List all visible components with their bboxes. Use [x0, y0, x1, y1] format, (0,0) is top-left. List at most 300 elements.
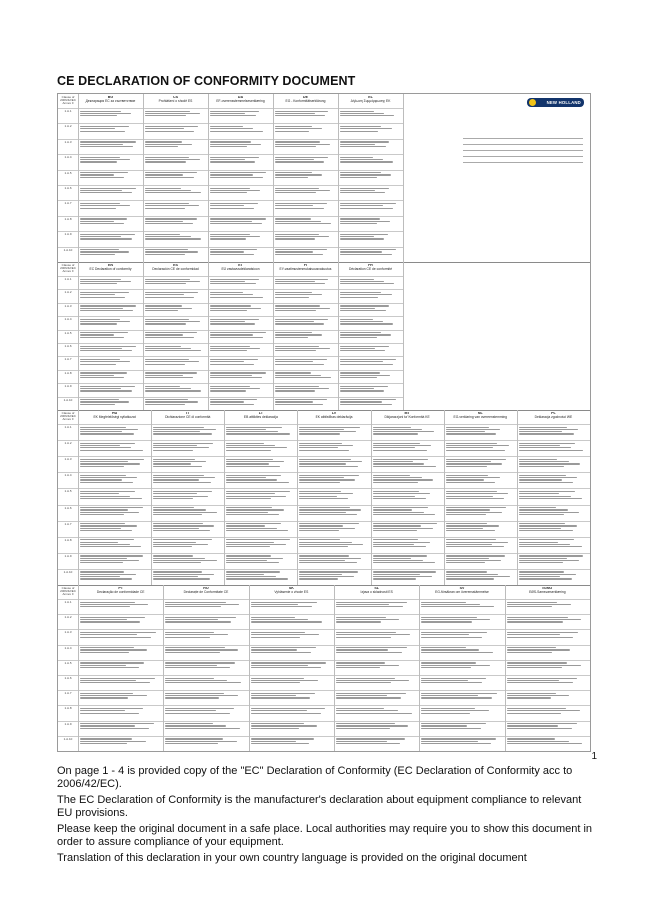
table-cell	[80, 722, 160, 735]
table-cell	[80, 677, 160, 690]
table-cell	[145, 233, 205, 246]
table-cell	[251, 677, 331, 690]
table-cell	[145, 187, 205, 200]
page-number: 1	[591, 751, 597, 762]
table-cell	[226, 538, 294, 552]
column-header: IS/NO EØS-Samsvarserklæring	[529, 587, 566, 594]
column-header: ES Declaración CE de conformidad	[152, 264, 199, 271]
row-label: Clause of 2006/42/EC Annex II	[60, 586, 76, 597]
column-header: DA EF-overensstemmelseserklæring	[216, 96, 265, 103]
table-cell	[210, 318, 270, 329]
table-cell	[519, 426, 587, 440]
table-cell	[80, 371, 140, 382]
table-cell	[145, 358, 205, 369]
table-cell	[210, 304, 270, 315]
table-cell	[275, 202, 335, 215]
table-cell	[80, 631, 160, 644]
table-cell	[80, 646, 160, 659]
table-cell	[340, 202, 400, 215]
table-cell	[507, 631, 587, 644]
table-cell	[80, 474, 148, 488]
table-cell	[80, 217, 140, 230]
table-cell	[340, 291, 400, 302]
row-label: 1.A.2	[64, 124, 72, 129]
table-cell	[251, 646, 331, 659]
row-label: Clause of 2006/42/EC Annex II	[60, 95, 76, 106]
table-cell	[251, 616, 331, 629]
table-cell	[80, 125, 140, 138]
column-header: FI EY-vaatimustenmukaisuusvakuutus	[279, 264, 332, 271]
table-cell	[210, 331, 270, 342]
table-cell	[210, 156, 270, 169]
column-header: RO Declarație de Conformitate CE	[183, 587, 229, 594]
row-label: 1.A.2	[64, 290, 72, 295]
row-label: 1.A.10	[63, 736, 73, 741]
row-label: 1.A.8	[64, 370, 72, 375]
table-cell	[80, 345, 140, 356]
row-label: 1.A.3	[64, 457, 72, 462]
table-cell	[299, 474, 367, 488]
table-cell	[275, 187, 335, 200]
column-header: LT EB atitikties deklaracija	[243, 412, 278, 419]
declaration-block	[58, 262, 590, 410]
table-cell	[275, 331, 335, 342]
table-cell	[226, 490, 294, 504]
table-cell	[340, 385, 400, 396]
table-cell	[340, 331, 400, 342]
table-cell	[421, 692, 501, 705]
table-cell	[421, 646, 501, 659]
table-cell	[507, 707, 587, 720]
table-cell	[251, 722, 331, 735]
row-label: 1.A.7	[64, 521, 72, 526]
table-cell	[251, 737, 331, 750]
table-cell	[340, 248, 400, 261]
table-cell	[275, 398, 335, 409]
table-cell	[299, 442, 367, 456]
table-cell	[210, 171, 270, 184]
table-cell	[340, 156, 400, 169]
table-cell	[80, 248, 140, 261]
table-cell	[165, 677, 245, 690]
row-label: 1.A.4	[64, 155, 72, 160]
table-cell	[153, 570, 221, 584]
table-cell	[145, 156, 205, 169]
table-cell	[226, 506, 294, 520]
table-cell	[165, 692, 245, 705]
table-cell	[340, 371, 400, 382]
table-cell	[80, 187, 140, 200]
table-cell	[299, 522, 367, 536]
row-label: 1.A.8	[64, 706, 72, 711]
table-cell	[299, 426, 367, 440]
table-cell	[210, 140, 270, 153]
table-cell	[373, 570, 441, 584]
table-cell	[336, 692, 416, 705]
table-cell	[446, 426, 514, 440]
row-label: 1.A.3	[64, 630, 72, 635]
table-cell	[275, 156, 335, 169]
table-cell	[80, 692, 160, 705]
table-cell	[340, 398, 400, 409]
table-cell	[373, 490, 441, 504]
table-cell	[373, 554, 441, 568]
table-cell	[80, 442, 148, 456]
table-cell	[145, 371, 205, 382]
table-cell	[210, 345, 270, 356]
table-cell	[80, 110, 140, 123]
column-header: SV EG-försäkran om överensstämmelse	[435, 587, 489, 594]
row-label: 1.A.2	[64, 441, 72, 446]
table-cell	[507, 677, 587, 690]
declaration-scan	[57, 93, 591, 752]
column-header: MT Dikjarazzjoni ta' Konformità KE	[384, 412, 430, 419]
table-cell	[210, 398, 270, 409]
table-cell	[507, 646, 587, 659]
table-cell	[446, 538, 514, 552]
table-cell	[80, 385, 140, 396]
row-label: 1.A.8	[64, 216, 72, 221]
table-cell	[153, 426, 221, 440]
column-header: ET EÜ vastavusdeklaratsioon	[221, 264, 260, 271]
table-cell	[145, 398, 205, 409]
column-header: PL Deklaracja zgodności WE	[534, 412, 573, 419]
table-cell	[165, 631, 245, 644]
table-cell	[275, 318, 335, 329]
table-cell	[519, 442, 587, 456]
row-label: 1.A.9	[64, 384, 72, 389]
table-cell	[145, 248, 205, 261]
table-cell	[275, 140, 335, 153]
table-cell	[153, 522, 221, 536]
table-cell	[80, 616, 160, 629]
table-cell	[80, 202, 140, 215]
table-cell	[80, 570, 148, 584]
table-cell	[446, 570, 514, 584]
table-cell	[80, 707, 160, 720]
table-cell	[80, 304, 140, 315]
row-label: 1.A.1	[64, 109, 72, 113]
table-cell	[80, 140, 140, 153]
table-cell	[507, 661, 587, 674]
row-label: 1.A.5	[64, 330, 72, 335]
declaration-block	[58, 410, 590, 585]
row-label: 1.A.9	[64, 553, 72, 558]
row-label: 1.A.8	[64, 537, 72, 542]
table-cell	[446, 458, 514, 472]
table-cell	[210, 187, 270, 200]
page-title: CE DECLARATION OF CONFORMITY DOCUMENT	[57, 74, 356, 88]
table-cell	[336, 631, 416, 644]
table-cell	[336, 707, 416, 720]
table-cell	[373, 442, 441, 456]
row-label: Clause of 2006/42/EC Annex II	[60, 411, 76, 422]
table-cell	[251, 661, 331, 674]
table-cell	[80, 291, 140, 302]
table-cell	[340, 140, 400, 153]
table-cell	[145, 278, 205, 289]
table-cell	[507, 601, 587, 614]
table-cell	[80, 554, 148, 568]
table-cell	[275, 171, 335, 184]
table-cell	[145, 125, 205, 138]
table-cell	[421, 616, 501, 629]
table-cell	[373, 538, 441, 552]
table-cell	[507, 722, 587, 735]
table-cell	[153, 458, 221, 472]
table-cell	[153, 538, 221, 552]
table-cell	[275, 291, 335, 302]
table-cell	[519, 538, 587, 552]
table-cell	[210, 217, 270, 230]
table-cell	[153, 442, 221, 456]
table-cell	[275, 385, 335, 396]
table-cell	[336, 616, 416, 629]
table-cell	[519, 474, 587, 488]
table-cell	[373, 426, 441, 440]
column-header: SL Izjava o skladnosti ES	[360, 587, 393, 594]
note-declaration-meaning: The EC Declaration of Conformity is the manufacturer's declaration about equipment compliance to relevant EU provisions.	[57, 794, 582, 819]
table-cell	[251, 707, 331, 720]
table-cell	[210, 110, 270, 123]
table-cell	[275, 278, 335, 289]
table-cell	[299, 458, 367, 472]
table-cell	[145, 304, 205, 315]
table-cell	[275, 345, 335, 356]
declaration-block	[58, 94, 590, 262]
table-cell	[275, 233, 335, 246]
table-cell	[226, 442, 294, 456]
table-cell	[80, 522, 148, 536]
column-header: BG Декларация ЕС за съответствие	[85, 96, 136, 103]
table-cell	[507, 737, 587, 750]
table-cell	[519, 570, 587, 584]
table-cell	[145, 140, 205, 153]
table-cell	[210, 358, 270, 369]
table-cell	[80, 490, 148, 504]
table-cell	[165, 616, 245, 629]
table-cell	[275, 125, 335, 138]
table-cell	[340, 278, 400, 289]
table-cell	[145, 291, 205, 302]
row-label: 1.A.6	[64, 505, 72, 510]
table-cell	[446, 474, 514, 488]
table-cell	[336, 722, 416, 735]
table-cell	[210, 248, 270, 261]
table-cell	[275, 248, 335, 261]
row-label: 1.A.7	[64, 691, 72, 696]
notes	[57, 765, 597, 868]
table-cell	[80, 426, 148, 440]
table-cell	[446, 522, 514, 536]
table-cell	[446, 506, 514, 520]
note-translation: Translation of this declaration in your own country language is provided on the original document	[57, 852, 527, 864]
table-cell	[336, 677, 416, 690]
table-cell	[80, 318, 140, 329]
table-cell	[153, 506, 221, 520]
table-cell	[507, 692, 587, 705]
row-label: 1.A.6	[64, 344, 72, 348]
table-cell	[165, 601, 245, 614]
row-label: 1.A.3	[64, 139, 72, 144]
column-header: EN EC Declaration of conformity	[89, 264, 132, 271]
table-cell	[275, 358, 335, 369]
table-cell	[299, 490, 367, 504]
note-copy-info: On page 1 - 4 is provided copy of the "EC" Declaration of Conformity (EC Declaration of Conformity acc to 2006/42/EC).	[57, 765, 573, 790]
table-cell	[80, 458, 148, 472]
table-cell	[153, 554, 221, 568]
column-header: HU EK Megfelelőségi nyilatkozat	[93, 412, 136, 419]
table-cell	[80, 538, 148, 552]
table-cell	[251, 631, 331, 644]
row-label: 1.A.4	[64, 473, 72, 478]
row-label: 1.A.9	[64, 232, 72, 237]
row-label: 1.A.7	[64, 201, 72, 206]
table-cell	[210, 278, 270, 289]
table-cell	[373, 506, 441, 520]
row-label: 1.A.6	[64, 676, 72, 680]
table-cell	[80, 737, 160, 750]
row-label: 1.A.1	[64, 600, 72, 604]
row-label: 1.A.4	[64, 317, 72, 322]
row-label: 1.A.7	[64, 357, 72, 362]
table-cell	[153, 490, 221, 504]
table-cell	[80, 601, 160, 614]
column-header: CS Prohlášení o shodě ES	[158, 96, 193, 103]
table-cell	[373, 474, 441, 488]
table-cell	[336, 646, 416, 659]
declaration-block	[58, 585, 590, 751]
table-cell	[421, 707, 501, 720]
table-cell	[421, 631, 501, 644]
logo-text: NEW HOLLAND	[546, 100, 581, 105]
table-cell	[519, 554, 587, 568]
row-label: 1.A.4	[64, 645, 72, 650]
row-label: 1.A.10	[63, 397, 73, 402]
table-cell	[145, 318, 205, 329]
table-cell	[80, 278, 140, 289]
table-cell	[340, 110, 400, 123]
table-cell	[145, 171, 205, 184]
table-cell	[373, 458, 441, 472]
row-label: Clause of 2006/42/EC Annex II	[60, 263, 76, 274]
table-cell	[226, 570, 294, 584]
table-cell	[210, 233, 270, 246]
row-label: 1.A.1	[64, 425, 72, 429]
row-label: 1.A.10	[63, 247, 73, 252]
table-cell	[80, 171, 140, 184]
row-label: 1.A.2	[64, 615, 72, 620]
table-cell	[80, 506, 148, 520]
table-cell	[507, 616, 587, 629]
table-cell	[421, 722, 501, 735]
table-cell	[210, 202, 270, 215]
table-cell	[340, 217, 400, 230]
table-cell	[299, 506, 367, 520]
row-label: 1.A.10	[63, 569, 73, 574]
table-cell	[421, 677, 501, 690]
table-cell	[210, 125, 270, 138]
column-header: LV EK atbilstības deklarācija	[315, 412, 353, 419]
table-cell	[226, 554, 294, 568]
table-cell	[251, 601, 331, 614]
table-cell	[336, 737, 416, 750]
table-cell	[226, 426, 294, 440]
table-cell	[153, 474, 221, 488]
table-cell	[80, 661, 160, 674]
table-cell	[226, 474, 294, 488]
table-cell	[421, 661, 501, 674]
table-cell	[519, 458, 587, 472]
table-cell	[165, 737, 245, 750]
column-header: NL EG-verklaring van overeenstemming	[453, 412, 508, 419]
column-header: PT Declaração de conformidade CE	[96, 587, 145, 594]
table-cell	[275, 110, 335, 123]
table-cell	[80, 233, 140, 246]
table-cell	[80, 398, 140, 409]
table-cell	[340, 304, 400, 315]
table-cell	[275, 304, 335, 315]
table-cell	[80, 358, 140, 369]
table-cell	[336, 601, 416, 614]
table-cell	[145, 385, 205, 396]
table-cell	[299, 538, 367, 552]
table-cell	[145, 202, 205, 215]
table-cell	[275, 217, 335, 230]
row-label: 1.A.5	[64, 660, 72, 665]
table-cell	[165, 661, 245, 674]
table-cell	[340, 125, 400, 138]
table-cell	[373, 522, 441, 536]
table-cell	[80, 331, 140, 342]
table-cell	[340, 187, 400, 200]
table-cell	[340, 171, 400, 184]
table-cell	[446, 490, 514, 504]
row-label: 1.A.5	[64, 170, 72, 175]
column-header: IT Dichiarazione CE di conformità	[165, 412, 211, 419]
table-cell	[145, 345, 205, 356]
table-cell	[165, 646, 245, 659]
note-keep-original: Please keep the original document in a safe place. Local authorities may require you to show this document in order to assure compliance of your equipment.	[57, 823, 593, 848]
table-cell	[165, 707, 245, 720]
table-cell	[519, 490, 587, 504]
table-cell	[421, 737, 501, 750]
row-label: 1.A.5	[64, 489, 72, 494]
table-cell	[421, 601, 501, 614]
table-cell	[226, 522, 294, 536]
table-cell	[519, 506, 587, 520]
table-cell	[340, 318, 400, 329]
table-cell	[210, 385, 270, 396]
table-cell	[145, 110, 205, 123]
table-cell	[275, 371, 335, 382]
row-label: 1.A.9	[64, 721, 72, 726]
column-header: SK Vyhlásenie o zhode ES	[274, 587, 309, 594]
table-cell	[519, 522, 587, 536]
table-cell	[446, 442, 514, 456]
table-cell	[210, 371, 270, 382]
table-cell	[446, 554, 514, 568]
table-cell	[226, 458, 294, 472]
table-cell	[340, 358, 400, 369]
table-cell	[165, 722, 245, 735]
table-cell	[145, 331, 205, 342]
table-cell	[340, 345, 400, 356]
table-cell	[251, 692, 331, 705]
table-cell	[210, 291, 270, 302]
row-label: 1.A.6	[64, 186, 72, 190]
table-cell	[299, 554, 367, 568]
